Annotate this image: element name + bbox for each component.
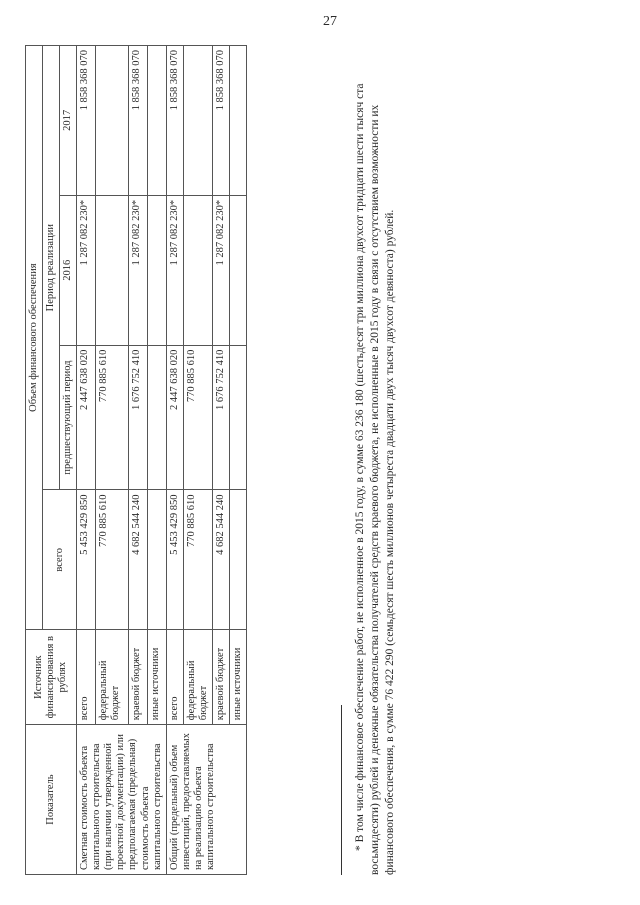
total-cell: 5 453 429 850 <box>166 490 183 630</box>
previous-period-cell <box>229 345 246 490</box>
year-2017-cell: 1 858 368 070 <box>128 46 147 196</box>
source-cell: всего <box>166 630 183 725</box>
year-2017-cell <box>183 46 212 196</box>
source-cell: иные источники <box>147 630 166 725</box>
year-2017-cell: 1 858 368 070 <box>77 46 96 196</box>
previous-period-cell: 2 447 638 020 <box>166 345 183 490</box>
year-2016-cell <box>229 195 246 345</box>
total-cell: 4 682 544 240 <box>212 490 229 630</box>
year-2016-cell <box>96 195 128 345</box>
page-number: 27 <box>323 14 337 29</box>
source-cell: краевой бюджет <box>128 630 147 725</box>
previous-period-cell: 2 447 638 020 <box>77 345 96 490</box>
source-cell: всего <box>77 630 96 725</box>
total-cell: 770 885 610 <box>183 490 212 630</box>
source-cell: иные источники <box>229 630 246 725</box>
indicator-estimated-cost: Сметная стоимость объекта капитального строительства (при наличии утвержденной проектной документации) или предполагаемая (предельная) стоимость объекта капитального строительства <box>77 725 166 875</box>
total-cell: 4 682 544 240 <box>128 490 147 630</box>
year-2016-cell: 1 287 082 230* <box>77 195 96 345</box>
footnote: * В том числе финансовое обеспечение работ, не исполненное в 2015 году, в сумме 63 236 180 (шестьдесят три миллиона двухсот тридцати шести тысяч ста восьмидесяти) рублей и денежные обязательства получателей средств краевого бюджета, не исполненные в 2015 году в связи с отсутствием возможности их финансового обеспечения, в сумме 76 422 290 (семьдесят шесть миллионов четыреста двадцати двух тысяч двухсот девяноста) рублей. <box>354 83 397 875</box>
header-previous-period: предшествующий период <box>60 345 77 490</box>
header-row-1 <box>26 46 43 875</box>
total-cell <box>229 490 246 630</box>
previous-period-cell <box>147 345 166 490</box>
year-2016-cell: 1 287 082 230* <box>166 195 183 345</box>
previous-period-cell: 1 676 752 410 <box>212 345 229 490</box>
indicator-total-investment: Общий (предельный) объем инвестиций, предоставляемых на реализацию объекта капитального строительства <box>166 725 246 875</box>
total-cell: 5 453 429 850 <box>77 490 96 630</box>
year-2017-cell <box>229 46 246 196</box>
header-year-2016: 2016 <box>60 195 77 345</box>
financing-table <box>25 45 247 875</box>
previous-period-cell: 770 885 610 <box>183 345 212 490</box>
previous-period-cell: 770 885 610 <box>96 345 128 490</box>
year-2017-cell: 1 858 368 070 <box>166 46 183 196</box>
year-2017-cell: 1 858 368 070 <box>212 46 229 196</box>
year-2016-cell <box>183 195 212 345</box>
header-indicator: Показатель <box>26 725 77 875</box>
year-2016-cell: 1 287 082 230* <box>212 195 229 345</box>
table-row <box>166 46 183 875</box>
source-cell: федеральный бюджет <box>96 630 128 725</box>
total-cell <box>147 490 166 630</box>
header-total: всего <box>43 490 77 630</box>
rotated-landscape-content <box>5 45 565 875</box>
source-cell: краевой бюджет <box>212 630 229 725</box>
year-2016-cell <box>147 195 166 345</box>
header-year-2017: 2017 <box>60 46 77 196</box>
year-2016-cell: 1 287 082 230* <box>128 195 147 345</box>
year-2017-cell <box>147 46 166 196</box>
source-cell: федеральный бюджет <box>183 630 212 725</box>
footnote-separator <box>341 705 342 875</box>
header-volume: Объем финансового обеспечения <box>26 46 43 630</box>
table-row <box>77 46 96 875</box>
year-2017-cell <box>96 46 128 196</box>
header-source: Источник финансирования в рублях <box>26 630 77 725</box>
previous-period-cell: 1 676 752 410 <box>128 345 147 490</box>
header-period: Период реализации <box>43 46 60 490</box>
total-cell: 770 885 610 <box>96 490 128 630</box>
